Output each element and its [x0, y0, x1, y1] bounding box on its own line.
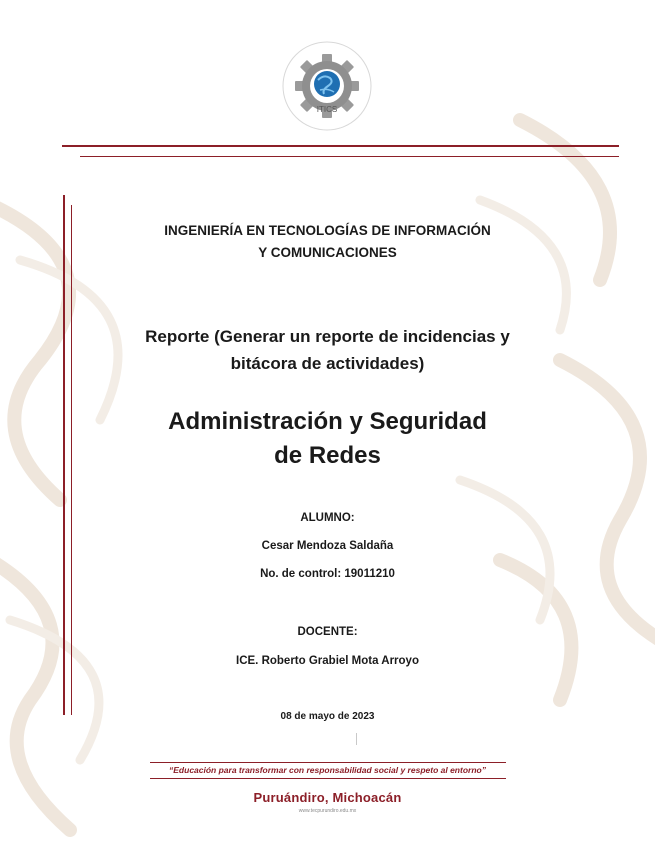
text-cursor — [356, 733, 357, 745]
subject-title — [0, 405, 655, 473]
institution-motto: “Educación para transformar con responsabilidad social y respeto al entorno” — [169, 765, 486, 775]
itics-logo — [268, 38, 386, 134]
footer-website: www.tecpurundiro.edu.mx — [298, 808, 357, 814]
career-title — [0, 220, 655, 264]
top-rule — [62, 145, 619, 147]
footer-city: Puruándiro, Michoacán — [253, 790, 402, 805]
report-line-2: bitácora de actividades) — [230, 354, 425, 373]
student-label: ALUMNO: — [300, 512, 355, 524]
footer-rule-top — [150, 762, 506, 763]
career-line-1: INGENIERÍA EN TECNOLOGÍAS DE INFORMACIÓN — [164, 223, 491, 238]
logo-inner-text: ITICS — [316, 105, 338, 114]
report-title — [0, 323, 655, 377]
top-rule-thin — [80, 156, 619, 157]
student-name: Cesar Mendoza Saldaña — [261, 540, 394, 552]
career-line-2: Y COMUNICACIONES — [258, 245, 397, 260]
subject-line-1: Administración y Seguridad — [168, 408, 487, 435]
subject-line-2: de Redes — [274, 442, 381, 469]
document-date: 08 de mayo de 2023 — [280, 711, 375, 722]
footer-rule-bottom — [150, 778, 506, 779]
student-control-number: No. de control: 19011210 — [260, 568, 395, 580]
teacher-name: ICE. Roberto Grabiel Mota Arroyo — [236, 655, 419, 667]
report-line-1: Reporte (Generar un reporte de incidencias y — [145, 327, 510, 346]
teacher-label: DOCENTE: — [297, 626, 358, 638]
